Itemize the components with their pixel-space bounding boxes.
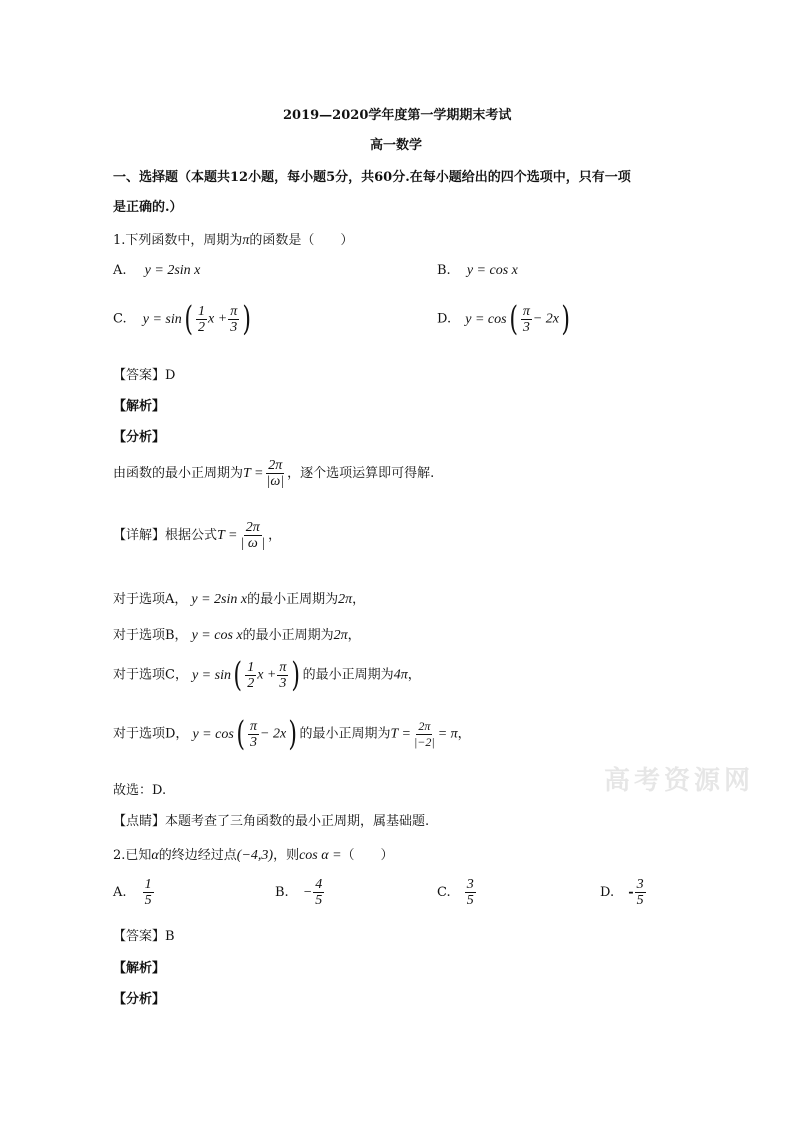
watermark: 高考资源网 xyxy=(604,766,755,796)
q1-choose: 故选：D. xyxy=(113,783,167,798)
q1-option-d-tail: − 2x xyxy=(532,311,560,327)
q2-option-a-label: A. xyxy=(113,885,127,900)
q2-option-a xyxy=(113,877,155,908)
fraction-numerator: 3 xyxy=(466,877,474,892)
q1-line-c-mid: 的最小正周期为 xyxy=(302,667,394,683)
fraction-denominator: 2 xyxy=(247,675,255,691)
q1-stem-text: 1.下列函数中，周期为 xyxy=(113,233,243,248)
q1-line-a-mid: 的最小正周期为 xyxy=(247,592,339,607)
q1-line-b-val: 2π xyxy=(333,628,348,643)
q2-stem-point: (−4,3) xyxy=(236,848,274,863)
q1-option-d-label: D. xyxy=(437,311,452,327)
fraction-denominator: 5 xyxy=(636,893,644,908)
q1-fenxi-pre: 由函数的最小正周期为 xyxy=(113,466,244,481)
q1-line-c-prefix: y = sin xyxy=(191,667,231,683)
q1-stem xyxy=(113,229,353,249)
q1-line-b xyxy=(113,624,361,644)
fraction-denominator: 2 xyxy=(198,319,206,335)
q1-stem-tail: 的函数是（ ） xyxy=(249,233,354,248)
fraction-numerator: π xyxy=(522,303,530,319)
q1-line-a xyxy=(113,588,365,608)
q1-line-d-prefix: y = cos xyxy=(192,726,234,742)
q1-fenxi-heading: 【分析】 xyxy=(113,430,166,445)
q2-stem-tail: （ ） xyxy=(341,848,394,863)
q1-detail-t: T = xyxy=(217,528,238,543)
right-paren-symbol: ) xyxy=(291,655,301,695)
left-paren-symbol: ( xyxy=(184,299,193,339)
fraction-denominator: |−2| xyxy=(413,734,435,749)
q2-option-d xyxy=(600,877,647,908)
right-paren-symbol: ) xyxy=(561,299,570,339)
fraction-denominator: 3 xyxy=(522,319,530,335)
q2-stem-mid: 的终边经过点 xyxy=(158,848,237,863)
fraction xyxy=(248,719,259,750)
q1-option-d-prefix: y = cos xyxy=(465,311,507,327)
q1-option-a-label: A. xyxy=(113,263,127,278)
q1-analysis-heading: 【解析】 xyxy=(113,399,166,414)
q1-line-a-val: 2π xyxy=(338,592,353,607)
q1-option-b-expr: y = cos x xyxy=(466,263,518,278)
q2-option-c xyxy=(437,877,477,908)
q1-detail-pre: 【详解】根据公式 xyxy=(113,528,218,543)
q1-line-c xyxy=(113,655,421,695)
exam-title: 2019—2020学年度第一学期期末考试 xyxy=(283,108,512,123)
q2-analysis-heading: 【解析】 xyxy=(113,961,166,976)
q1-line-d xyxy=(113,714,471,754)
q1-option-b-label: B. xyxy=(437,263,451,278)
fraction-denominator: 5 xyxy=(315,893,323,908)
fraction-denominator: |ω| xyxy=(266,474,285,489)
fraction-denominator: | ω | xyxy=(240,536,266,551)
q1-line-b-post: ， xyxy=(347,628,361,643)
q2-stem-cos: cos α = xyxy=(299,848,342,863)
fraction xyxy=(412,719,437,750)
section-heading-line2: 是正确的.） xyxy=(113,200,183,215)
q1-line-b-expr: y = cos x xyxy=(191,628,243,643)
fraction xyxy=(228,304,239,335)
left-paren-symbol: ( xyxy=(508,299,518,339)
q2-option-c-label: C. xyxy=(437,885,451,900)
fraction xyxy=(196,304,207,335)
q1-option-d xyxy=(437,299,572,339)
q2-option-d-label: D. xyxy=(600,885,615,900)
fraction-numerator: 2π xyxy=(268,458,283,473)
right-paren-symbol: ) xyxy=(242,299,252,339)
fraction-numerator: π xyxy=(250,718,258,734)
fraction xyxy=(465,877,476,908)
q1-fenxi-t: T = xyxy=(243,466,264,481)
q1-line-c-post: ， xyxy=(407,667,421,683)
q1-line-c-val: 4π xyxy=(393,667,408,683)
fraction-denominator: 5 xyxy=(466,893,474,908)
q2-answer: 【答案】B xyxy=(113,929,175,944)
q1-fenxi-text xyxy=(113,458,434,489)
q1-answer: 【答案】D xyxy=(113,368,176,383)
q1-comment: 【点睛】本题考查了三角函数的最小正周期，属基础题. xyxy=(113,814,430,829)
fraction xyxy=(245,660,256,691)
q2-option-d-sign: - xyxy=(628,885,634,900)
fraction-denominator: 3 xyxy=(279,675,287,691)
q1-line-d-tail: − 2x xyxy=(260,726,287,742)
fraction xyxy=(313,877,324,908)
q1-option-c xyxy=(113,299,253,339)
q2-fenxi-heading: 【分析】 xyxy=(113,992,166,1007)
q1-detail-post: ， xyxy=(268,528,282,543)
fraction xyxy=(239,520,268,551)
q2-option-b-label: B. xyxy=(275,885,289,900)
fraction xyxy=(265,458,287,489)
q1-line-c-pre: 对于选项C， xyxy=(113,667,188,683)
q1-line-b-pre: 对于选项B， xyxy=(113,628,188,643)
q1-line-a-post: ， xyxy=(352,592,366,607)
fraction-numerator: 4 xyxy=(315,877,323,892)
q1-option-a-expr: y = 2sin x xyxy=(144,263,201,278)
q1-option-c-prefix: y = sin xyxy=(142,311,182,327)
fraction xyxy=(635,877,646,908)
q1-line-c-mid-expr: x + xyxy=(257,667,277,683)
q2-stem xyxy=(113,844,394,864)
fraction-denominator: 5 xyxy=(144,893,152,908)
fraction xyxy=(143,877,154,908)
q2-stem-alpha: α xyxy=(151,848,159,863)
fraction-numerator: π xyxy=(279,659,287,675)
q1-line-a-pre: 对于选项A， xyxy=(113,592,188,607)
left-paren-symbol: ( xyxy=(233,655,242,695)
fraction-numerator: 1 xyxy=(247,659,255,675)
fraction xyxy=(521,304,532,335)
q2-stem-mid2: ，则 xyxy=(273,848,300,863)
q1-option-c-label: C. xyxy=(113,311,127,327)
exam-subject: 高一数学 xyxy=(370,138,423,153)
q1-option-b xyxy=(437,263,518,279)
q1-line-d-mid: 的最小正周期为 xyxy=(299,726,391,742)
fraction-denominator: 3 xyxy=(250,734,258,750)
fraction-numerator: 2π xyxy=(418,718,431,733)
q2-option-b xyxy=(275,877,325,908)
fraction xyxy=(277,660,288,691)
fraction-numerator: 1 xyxy=(144,877,152,892)
q1-line-d-t: T = xyxy=(390,726,411,742)
q1-detail-text xyxy=(113,520,281,551)
fraction-numerator: 1 xyxy=(198,303,206,319)
q1-option-a xyxy=(113,263,200,279)
q1-line-a-expr: y = 2sin x xyxy=(191,592,248,607)
q1-line-b-mid: 的最小正周期为 xyxy=(242,628,334,643)
fraction-numerator: π xyxy=(230,303,238,319)
q2-option-b-sign: − xyxy=(302,885,313,900)
section-heading-line1: 一、选择题（本题共12小题，每小题5分，共60分.在每小题给出的四个选项中，只有一项 xyxy=(113,170,631,185)
right-paren-symbol: ) xyxy=(288,714,298,754)
q1-line-d-pre: 对于选项D， xyxy=(113,726,189,742)
q1-option-c-mid: x + xyxy=(208,311,228,327)
left-paren-symbol: ( xyxy=(236,714,245,754)
q1-line-d-eq: = π xyxy=(437,726,458,742)
q1-stem-pi: π xyxy=(242,233,250,248)
q1-line-d-post: ， xyxy=(457,726,471,742)
q1-fenxi-post: ，逐个选项运算即可得解. xyxy=(287,466,435,481)
fraction-denominator: 3 xyxy=(230,319,238,335)
q2-stem-pre: 2.已知 xyxy=(113,848,152,863)
fraction-numerator: 3 xyxy=(636,877,644,892)
fraction-numerator: 2π xyxy=(245,520,260,535)
